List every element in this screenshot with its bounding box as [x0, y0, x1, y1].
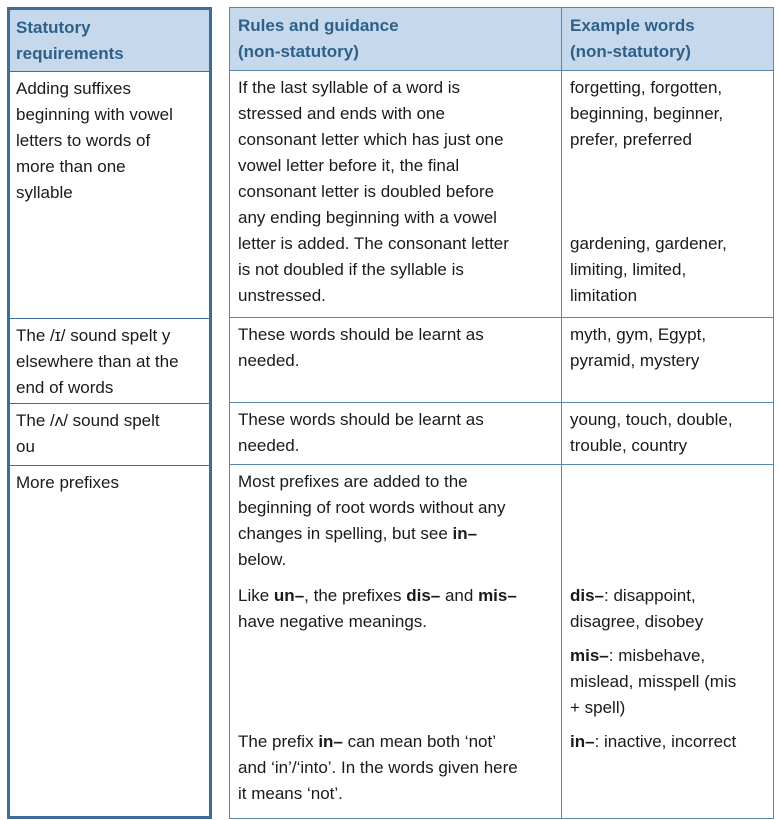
guidance-header [230, 8, 773, 71]
statutory-row-y-sound [10, 319, 209, 404]
statutory-row-suffixes [10, 72, 209, 319]
rule-text: These words should be learnt as needed. [238, 325, 484, 370]
statutory-cell: More prefixes [16, 473, 119, 492]
guidance-row-ou-sound [230, 403, 773, 465]
example-words: gardening, gardener, limiting, limited, limitation [570, 234, 727, 305]
example-words: dis–: disappoint, disagree, disobey [570, 586, 704, 631]
guidance-row-y-sound [230, 318, 773, 403]
rule-text: The prefix in– can mean both ‘not’ and ‘in’/‘into’. In the words given here it means ‘not’. [238, 732, 518, 803]
guidance-row-suffixes [230, 71, 773, 318]
example-words: mis–: misbehave, mislead, misspell (mis + spell) [570, 646, 737, 717]
statutory-row-ou-sound [10, 404, 209, 466]
examples-header-text: Example words (non-statutory) [570, 16, 695, 61]
statutory-row-prefixes [10, 466, 209, 816]
example-words: young, touch, double, trouble, country [570, 410, 733, 455]
statutory-requirements-table [7, 7, 212, 819]
rule-text: These words should be learnt as needed. [238, 410, 484, 455]
statutory-cell: The /ɪ/ sound spelt y elsewhere than at the end of words [16, 326, 179, 397]
example-words: myth, gym, Egypt, pyramid, mystery [570, 325, 707, 370]
column-divider [561, 8, 562, 818]
rule-text: Most prefixes are added to the beginning of root words without any changes in spelling, but see in– below. [238, 472, 506, 569]
guidance-examples-table [229, 7, 774, 819]
statutory-cell: Adding suffixes beginning with vowel letters to words of more than one syllable [16, 79, 173, 202]
rules-header-text: Rules and guidance (non-statutory) [238, 16, 399, 61]
example-words: in–: inactive, incorrect [570, 732, 737, 751]
statutory-header [10, 10, 209, 72]
statutory-header-text: Statutory requirements [16, 18, 124, 63]
example-words: forgetting, forgotten, beginning, beginner, prefer, preferred [570, 78, 724, 149]
rule-text: If the last syllable of a word is stressed and ends with one consonant letter which has just one vowel letter before it, the final consonant letter is doubled before any ending beginning with a vowel letter is added. The consonant letter is not doubled if the syllable is unstressed. [238, 78, 509, 305]
guidance-row-prefixes [230, 465, 773, 818]
rule-text: Like un–, the prefixes dis– and mis– have negative meanings. [238, 586, 517, 631]
statutory-cell: The /ʌ/ sound spelt ou [16, 411, 160, 456]
